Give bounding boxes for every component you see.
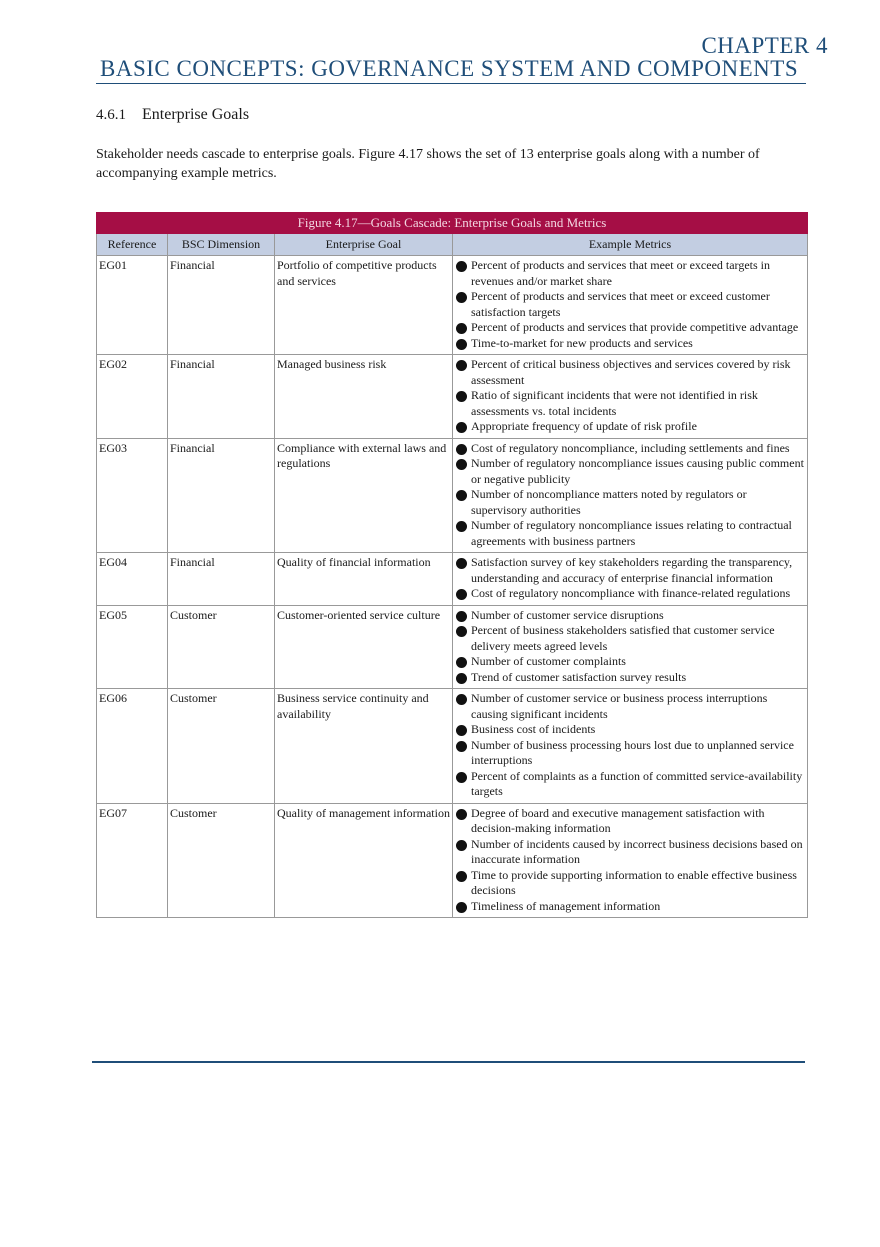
list-item [455, 738, 805, 769]
footer-divider [92, 1061, 805, 1063]
column-header-example-metrics: Example Metrics [453, 233, 808, 256]
list-item [455, 899, 805, 915]
section-number: 4.6.1 [96, 107, 126, 123]
goal-name: Portfolio of competitive products and services [275, 256, 453, 355]
list-item [455, 258, 805, 289]
list-item [455, 518, 805, 549]
metric-text: Percent of business stakeholders satisfied that customer service delivery meets agreed levels [471, 623, 775, 653]
list-item [455, 388, 805, 419]
bullet-icon [456, 657, 467, 668]
metric-text: Percent of products and services that meet or exceed targets in revenues and/or market share [471, 258, 770, 288]
goal-bsc-dimension: Financial [168, 553, 275, 606]
metric-text: Percent of products and services that provide competitive advantage [471, 320, 799, 334]
goal-metrics [453, 438, 808, 553]
list-item [455, 441, 805, 457]
bullet-icon [456, 741, 467, 752]
goal-name: Business service continuity and availability [275, 689, 453, 804]
chapter-label: CHAPTER 4 [701, 33, 828, 58]
metric-text: Percent of complaints as a function of committed service-availability targets [471, 768, 803, 798]
goal-name: Managed business risk [275, 355, 453, 439]
goal-name: Quality of management information [275, 803, 453, 918]
table-row [97, 605, 808, 689]
bullet-icon [456, 673, 467, 684]
bullet-icon [456, 611, 467, 622]
list-item [455, 419, 805, 435]
goal-reference: EG04 [97, 553, 168, 606]
bullet-icon [456, 459, 467, 470]
metrics-list [455, 555, 805, 602]
column-header-enterprise-goal: Enterprise Goal [275, 233, 453, 256]
metrics-list [455, 357, 805, 435]
section-title: Enterprise Goals [142, 106, 250, 123]
goal-name: Customer-oriented service culture [275, 605, 453, 689]
metric-text: Cost of regulatory noncompliance with finance-related regulations [471, 586, 791, 600]
goal-metrics [453, 256, 808, 355]
metric-text: Number of customer service disruptions [471, 607, 664, 622]
list-item [455, 320, 805, 336]
goal-bsc-dimension: Financial [168, 438, 275, 553]
list-item [455, 691, 805, 722]
list-item [455, 289, 805, 320]
column-header-row [97, 233, 808, 256]
list-item [455, 586, 805, 602]
chapter-title: BASIC CONCEPTS: GOVERNANCE SYSTEM AND COMPONENTS [100, 56, 799, 81]
bullet-icon [456, 871, 467, 882]
goal-reference: EG07 [97, 803, 168, 918]
list-item [455, 868, 805, 899]
enterprise-goals-table [96, 212, 808, 918]
metric-text: Number of incidents caused by incorrect business decisions based on inaccurate information [471, 836, 803, 866]
list-item [455, 837, 805, 868]
bullet-icon [456, 323, 467, 334]
metric-text: Number of customer complaints [471, 654, 626, 668]
bullet-icon [456, 521, 467, 532]
bullet-icon [456, 490, 467, 501]
bullet-icon [456, 292, 467, 303]
goal-bsc-dimension: Financial [168, 355, 275, 439]
list-item [455, 608, 805, 624]
metric-text: Timeliness of management information [471, 898, 661, 913]
metric-text: Cost of regulatory noncompliance, including settlements and fines [471, 440, 790, 455]
list-item [455, 722, 805, 738]
metric-text: Ratio of significant incidents that were not identified in risk assessments vs. total incidents [471, 388, 758, 418]
section-heading [96, 106, 249, 124]
goal-bsc-dimension: Customer [168, 803, 275, 918]
metric-text: Percent of critical business objectives and services covered by risk assessment [471, 357, 791, 387]
list-item [455, 357, 805, 388]
metric-text: Degree of board and executive management satisfaction with decision-making information [471, 805, 765, 835]
metrics-list [455, 691, 805, 800]
metric-text: Percent of products and services that meet or exceed customer satisfaction targets [471, 289, 770, 319]
goal-metrics [453, 689, 808, 804]
metrics-list [455, 608, 805, 686]
bullet-icon [456, 339, 467, 350]
goal-bsc-dimension: Customer [168, 689, 275, 804]
goal-metrics [453, 803, 808, 918]
metric-text: Appropriate frequency of update of risk profile [471, 419, 697, 433]
metric-text: Time-to-market for new products and services [471, 335, 693, 350]
goal-reference: EG01 [97, 256, 168, 355]
metric-text: Number of regulatory noncompliance issues causing public comment or negative publicity [471, 456, 804, 486]
goal-metrics [453, 355, 808, 439]
metrics-list [455, 806, 805, 915]
bullet-icon [456, 422, 467, 433]
metrics-list [455, 258, 805, 351]
bullet-icon [456, 391, 467, 402]
bullet-icon [456, 261, 467, 272]
list-item [455, 456, 805, 487]
table-row [97, 803, 808, 918]
list-item [455, 555, 805, 586]
goal-name: Compliance with external laws and regulations [275, 438, 453, 553]
goal-reference: EG03 [97, 438, 168, 553]
goal-bsc-dimension: Customer [168, 605, 275, 689]
metric-text: Business cost of incidents [471, 722, 596, 736]
goal-metrics [453, 605, 808, 689]
bullet-icon [456, 589, 467, 600]
list-item [455, 336, 805, 352]
bullet-icon [456, 725, 467, 736]
goal-name: Quality of financial information [275, 553, 453, 606]
metric-text: Number of customer service or business process interruptions causing significant incidents [471, 691, 768, 721]
bullet-icon [456, 558, 467, 569]
bullet-icon [456, 694, 467, 705]
bullet-icon [456, 360, 467, 371]
list-item [455, 654, 805, 670]
table-row [97, 438, 808, 553]
figure-caption: Figure 4.17—Goals Cascade: Enterprise Goals and Metrics [97, 213, 808, 234]
goal-reference: EG02 [97, 355, 168, 439]
intro-paragraph: Stakeholder needs cascade to enterprise goals. Figure 4.17 shows the set of 13 enterprise goals along with a number of accompanying example metrics. [96, 147, 760, 181]
goals-table-body [97, 256, 808, 918]
goal-bsc-dimension: Financial [168, 256, 275, 355]
list-item [455, 670, 805, 686]
column-header-reference: Reference [97, 233, 168, 256]
bullet-icon [456, 809, 467, 820]
goal-reference: EG05 [97, 605, 168, 689]
metric-text: Number of business processing hours lost due to unplanned service interruptions [471, 737, 794, 767]
table-row [97, 689, 808, 804]
metrics-list [455, 441, 805, 550]
goal-metrics [453, 553, 808, 606]
list-item [455, 487, 805, 518]
metric-text: Number of regulatory noncompliance issues relating to contractual agreements with business partners [471, 518, 792, 548]
goal-reference: EG06 [97, 689, 168, 804]
metric-text: Satisfaction survey of key stakeholders regarding the transparency, understanding and accuracy of enterprise financial information [471, 555, 793, 585]
column-header-bsc-dimension: BSC Dimension [168, 233, 275, 256]
bullet-icon [456, 840, 467, 851]
table-row [97, 256, 808, 355]
metric-text: Number of noncompliance matters noted by regulators or supervisory authorities [471, 487, 747, 517]
bullet-icon [456, 772, 467, 783]
bullet-icon [456, 444, 467, 455]
metric-text: Time to provide supporting information to enable effective business decisions [471, 867, 797, 897]
table-row [97, 553, 808, 606]
bullet-icon [456, 902, 467, 913]
metric-text: Trend of customer satisfaction survey results [471, 669, 687, 684]
list-item [455, 623, 805, 654]
header-divider [96, 83, 806, 84]
bullet-icon [456, 626, 467, 637]
list-item [455, 806, 805, 837]
table-row [97, 355, 808, 439]
list-item [455, 769, 805, 800]
